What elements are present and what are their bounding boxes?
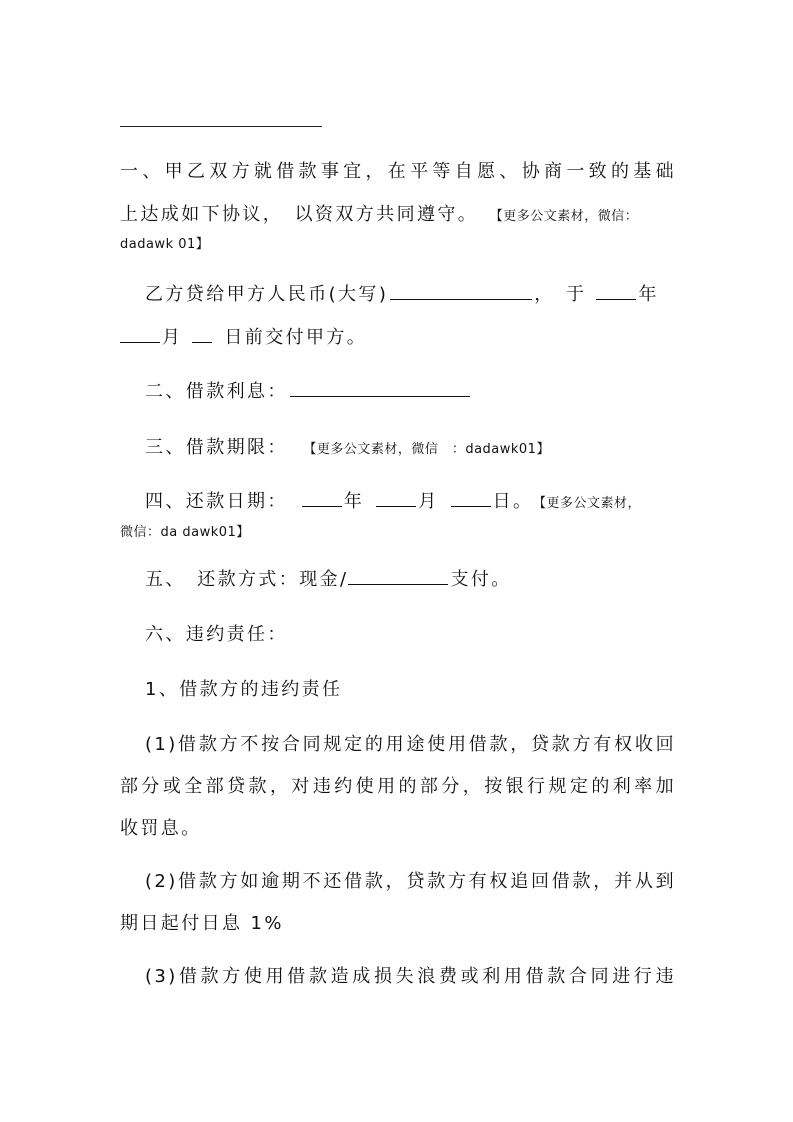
clause-4-repayment-date bbox=[145, 490, 676, 516]
clause-3-term bbox=[145, 436, 701, 462]
section-1-heading: 1、借款方的违约责任 bbox=[145, 679, 343, 700]
clause-3-note: 【更多公文素材，微信 ：dadawk01】 bbox=[309, 442, 550, 457]
loan-amount-line-1 bbox=[145, 283, 676, 307]
repay-day-blank bbox=[451, 490, 491, 507]
month-blank bbox=[120, 326, 160, 343]
method-label: 五、 还款方式：现金/ bbox=[145, 569, 349, 590]
repay-month-label: 月 bbox=[418, 491, 439, 512]
clause-1-note: 【更多公文素材，微信： bbox=[496, 209, 639, 224]
year-label: 年 bbox=[638, 284, 659, 305]
interest-blank bbox=[290, 380, 470, 397]
loan-amount-line-2 bbox=[120, 326, 676, 350]
para-2-line-2: 期日起付日息 1% bbox=[120, 913, 284, 934]
para-1-line-3: 收罚息。 bbox=[120, 818, 202, 839]
repay-month-blank bbox=[376, 490, 416, 507]
repay-day-label: 日。 bbox=[492, 491, 534, 512]
loan-due-prefix: ， 于 bbox=[534, 284, 587, 305]
delivery-text: 日前交付甲方。 bbox=[224, 327, 368, 348]
clause-4-note: 【更多公文素材， bbox=[539, 496, 641, 511]
header-rule bbox=[120, 126, 322, 127]
repay-year-label: 年 bbox=[343, 491, 365, 512]
amount-blank bbox=[390, 283, 532, 300]
clause-4-note-cont: 微信：da dawk01】 bbox=[120, 525, 250, 540]
clause-1-line-2 bbox=[120, 203, 676, 229]
clause-1-text: 上达成如下协议， 以资双方共同遵守。 bbox=[120, 204, 479, 225]
para-1-line-1: (1)借款方不按合同规定的用途使用借款，贷款方有权收回 bbox=[145, 734, 676, 755]
term-label: 三、借款期限： bbox=[145, 437, 288, 458]
para-1-line-2: 部分或全部贷款，对违约使用的部分，按银行规定的利率加 bbox=[120, 776, 676, 797]
method-suffix: 支付。 bbox=[450, 569, 512, 590]
method-blank bbox=[348, 568, 448, 585]
para-2-line-1: (2)借款方如逾期不还借款，贷款方有权追回借款，并从到 bbox=[145, 871, 676, 892]
para-3-line-1: (3)借款方使用借款造成损失浪费或利用借款合同进行违 bbox=[145, 966, 676, 987]
repayment-label: 四、还款日期： bbox=[145, 491, 288, 512]
clause-1-note-cont: dadawk 01】 bbox=[120, 237, 210, 252]
repay-year-blank bbox=[302, 490, 342, 507]
clause-2-interest bbox=[145, 380, 701, 404]
clause-6-liability: 六、违约责任： bbox=[145, 624, 288, 645]
clause-5-method bbox=[145, 568, 701, 592]
clause-1-line-1: 一、甲乙双方就借款事宜，在平等自愿、协商一致的基础 bbox=[120, 161, 676, 182]
year-blank bbox=[596, 283, 636, 300]
interest-label: 二、借款利息： bbox=[145, 381, 288, 402]
loan-amount-label: 乙方贷给甲方人民币(大写) bbox=[145, 284, 389, 305]
day-blank bbox=[192, 326, 212, 343]
month-label: 月 bbox=[162, 327, 183, 348]
